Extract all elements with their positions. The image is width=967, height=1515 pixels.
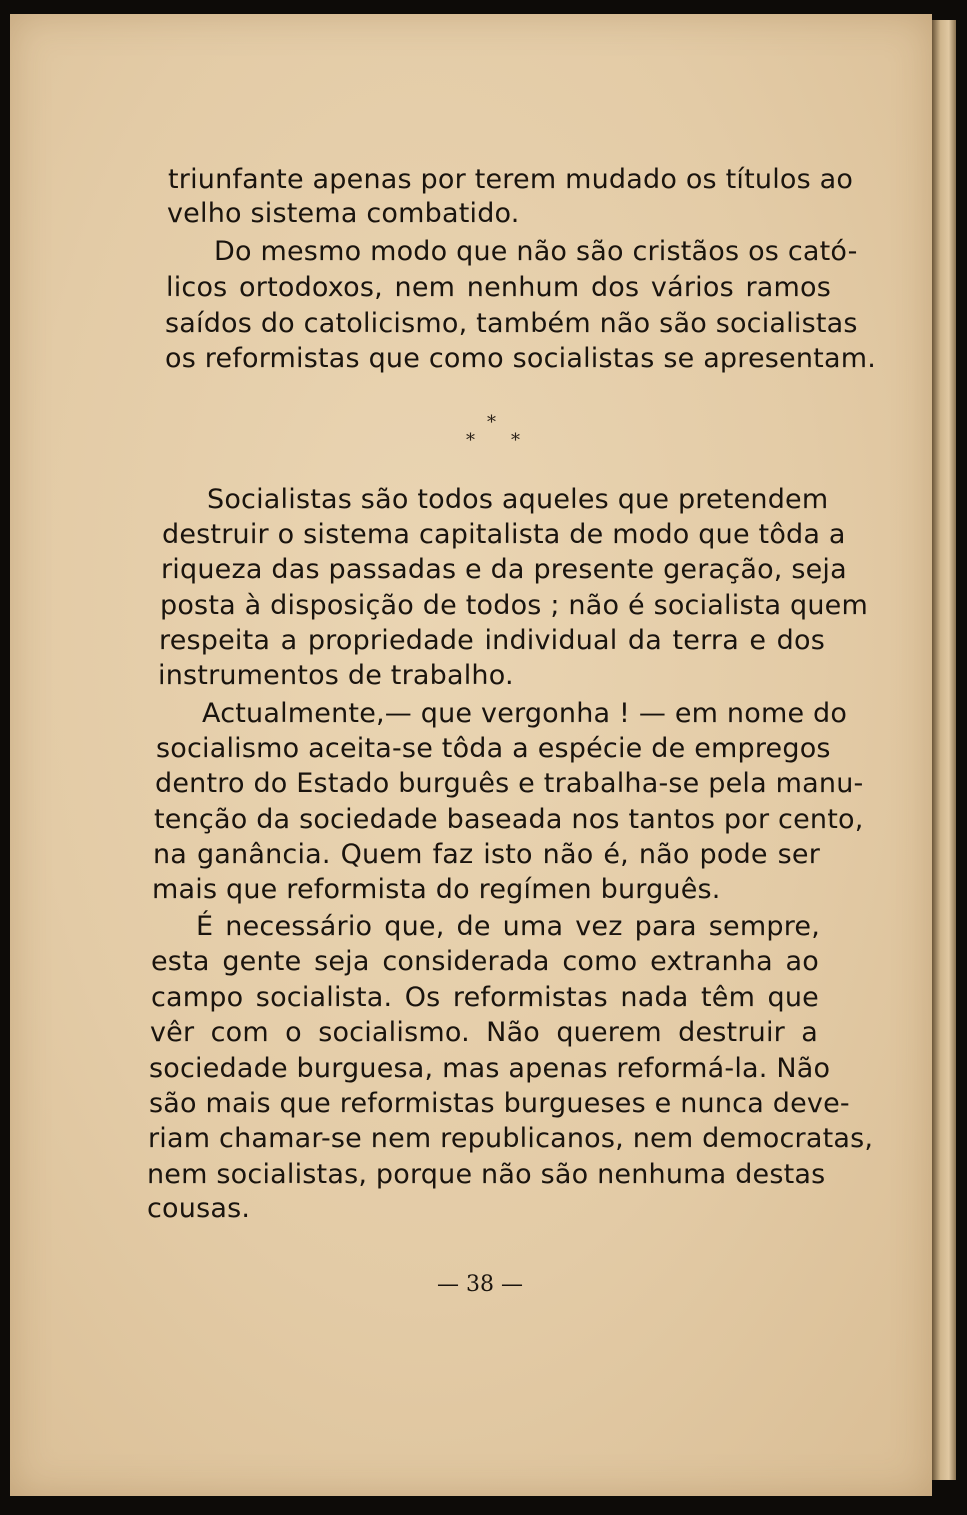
text-line: tenção da sociedade baseada nos tantos por cento,	[154, 804, 864, 835]
text-line: cousas.	[147, 1193, 251, 1224]
text-line: respeita a propriedade individual da terra e dos	[159, 625, 825, 656]
text-line: riqueza das passadas e da presente geração, seja	[161, 554, 847, 585]
text-line: mais que reformista do regímen burguês.	[152, 874, 721, 905]
text-line: riam chamar-se nem republicanos, nem democratas,	[148, 1123, 874, 1154]
text-line: vêr com o socialismo. Não querem destruir a	[150, 1017, 818, 1048]
text-line: sociedade burguesa, mas apenas reformá-la. Não	[149, 1053, 831, 1084]
text-line: licos ortodoxos, nem nenhum dos vários ramos	[166, 272, 831, 303]
text-line: triunfante apenas por terem mudado os títulos ao	[168, 164, 854, 195]
text-line: campo socialista. Os reformistas nada têm que	[151, 982, 819, 1013]
text-line: Do mesmo modo que não são cristãos os cató-	[214, 236, 858, 267]
text-line: socialismo aceita-se tôda a espécie de empregos	[156, 733, 831, 764]
separator-asterisk: *	[487, 412, 496, 433]
text-line: na ganância. Quem faz isto não é, não pode ser	[153, 839, 820, 870]
separator-asterisk: *	[511, 430, 520, 451]
scan-border	[0, 1496, 967, 1515]
separator-asterisk: *	[466, 430, 475, 451]
text-line: destruir o sistema capitalista de modo que tôda a	[162, 519, 846, 550]
text-line: dentro do Estado burguês e trabalha-se pela manu-	[155, 768, 864, 799]
text-line: instrumentos de trabalho.	[158, 660, 514, 691]
text-line: É necessário que, de uma vez para sempre,	[196, 911, 820, 942]
text-line: posta à disposição de todos ; não é socialista quem	[160, 590, 868, 621]
text-line: são mais que reformistas burgueses e nunca deve-	[149, 1088, 850, 1119]
text-line: os reformistas que como socialistas se apresentam.	[165, 343, 876, 374]
text-line: nem socialistas, porque não são nenhuma destas	[147, 1159, 826, 1190]
text-line: velho sistema combatido.	[167, 198, 520, 229]
page-edge	[932, 20, 956, 1480]
text-line: Actualmente,— que vergonha ! — em nome do	[202, 698, 848, 729]
text-line: saídos do catolicismo, também não são socialistas	[165, 308, 858, 339]
text-line: Socialistas são todos aqueles que pretendem	[207, 484, 829, 515]
text-line: esta gente seja considerada como extranha ao	[151, 946, 819, 977]
page-number: — 38 —	[437, 1272, 523, 1297]
